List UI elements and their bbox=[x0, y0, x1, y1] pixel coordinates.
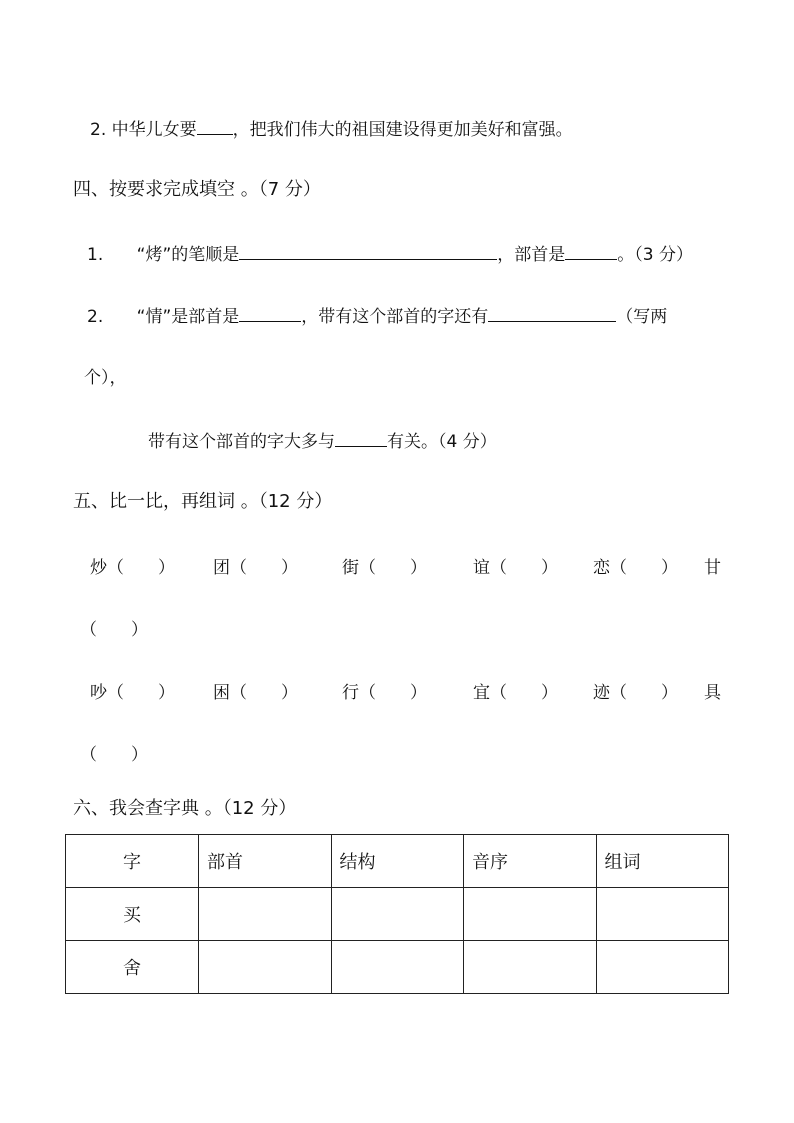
word-pair-1[interactable]: 炒（ ） bbox=[90, 558, 175, 578]
item-1-text-c: 。（3 分） bbox=[617, 245, 693, 265]
header-structure: 结构 bbox=[331, 835, 464, 888]
word-pair-6: 甘 bbox=[704, 558, 721, 578]
item-2-text-a: “情”是部首是 bbox=[136, 307, 240, 327]
item-1-text-b: ，部首是 bbox=[497, 245, 566, 265]
header-word-formation: 组词 bbox=[596, 835, 729, 888]
word-pair-6: 具 bbox=[704, 683, 721, 703]
word-pair-4[interactable]: 谊（ ） bbox=[473, 558, 558, 578]
compare-row-1 bbox=[0, 553, 794, 577]
word-pair-6-paren[interactable]: （ ） bbox=[80, 745, 148, 765]
item-number: 1. bbox=[87, 245, 104, 265]
section-4-item-1 bbox=[87, 241, 693, 267]
characters-blank[interactable] bbox=[488, 303, 616, 322]
item-2-text-b: ，带有这个部首的字还有 bbox=[301, 307, 489, 327]
answer-blank[interactable] bbox=[197, 116, 233, 135]
word-pair-4[interactable]: 宜（ ） bbox=[473, 683, 558, 703]
word-pair-6-paren[interactable]: （ ） bbox=[80, 620, 148, 640]
word-pair-2[interactable]: 困（ ） bbox=[213, 683, 298, 703]
word-pair-3[interactable]: 街（ ） bbox=[342, 558, 427, 578]
word-cell[interactable] bbox=[596, 941, 729, 994]
word-cell[interactable] bbox=[596, 888, 729, 941]
section-6-title: 六、我会查字典 。（12 分） bbox=[73, 798, 297, 819]
section-4-title: 四、按要求完成填空 。（7 分） bbox=[73, 179, 321, 200]
word-pair-5[interactable]: 迹（ ） bbox=[593, 683, 678, 703]
structure-cell[interactable] bbox=[331, 888, 464, 941]
word-pair-3[interactable]: 行（ ） bbox=[342, 683, 427, 703]
item-1-text-a: “烤”的笔顺是 bbox=[136, 245, 240, 265]
section-5-title: 五、比一比，再组词 。（12 分） bbox=[73, 491, 333, 512]
stroke-order-blank[interactable] bbox=[239, 241, 497, 260]
table-header-row bbox=[66, 835, 729, 888]
phonetic-order-cell[interactable] bbox=[464, 941, 597, 994]
row-character: 舍 bbox=[66, 941, 199, 994]
table-row bbox=[66, 888, 729, 941]
header-character: 字 bbox=[66, 835, 199, 888]
table-row bbox=[66, 941, 729, 994]
item-3-text-b: 有关。（4 分） bbox=[387, 432, 497, 452]
section-4-item-3 bbox=[148, 428, 497, 454]
dictionary-table bbox=[65, 834, 729, 994]
question-2-prefix: 2. 中华儿女要 bbox=[90, 120, 197, 140]
question-2-line bbox=[90, 116, 573, 142]
meaning-blank[interactable] bbox=[335, 428, 387, 447]
item-3-text-a: 带有这个部首的字大多与 bbox=[148, 432, 335, 452]
radical-cell[interactable] bbox=[199, 888, 332, 941]
header-radical: 部首 bbox=[199, 835, 332, 888]
row-character: 买 bbox=[66, 888, 199, 941]
radical-blank[interactable] bbox=[239, 303, 301, 322]
structure-cell[interactable] bbox=[331, 941, 464, 994]
section-4-item-2 bbox=[87, 303, 667, 329]
word-pair-5[interactable]: 恋（ ） bbox=[593, 558, 678, 578]
header-phonetic-order: 音序 bbox=[464, 835, 597, 888]
word-pair-2[interactable]: 团（ ） bbox=[213, 558, 298, 578]
compare-row-2 bbox=[0, 678, 794, 702]
word-pair-1[interactable]: 吵（ ） bbox=[90, 683, 175, 703]
question-2-suffix: ，把我们伟大的祖国建设得更加美好和富强。 bbox=[232, 120, 573, 140]
radical-cell[interactable] bbox=[199, 941, 332, 994]
radical-blank[interactable] bbox=[565, 241, 617, 260]
item-2-wrap: 个）， bbox=[84, 368, 127, 388]
item-number: 2. bbox=[87, 307, 104, 327]
item-2-text-c: （写两 bbox=[616, 307, 668, 327]
phonetic-order-cell[interactable] bbox=[464, 888, 597, 941]
